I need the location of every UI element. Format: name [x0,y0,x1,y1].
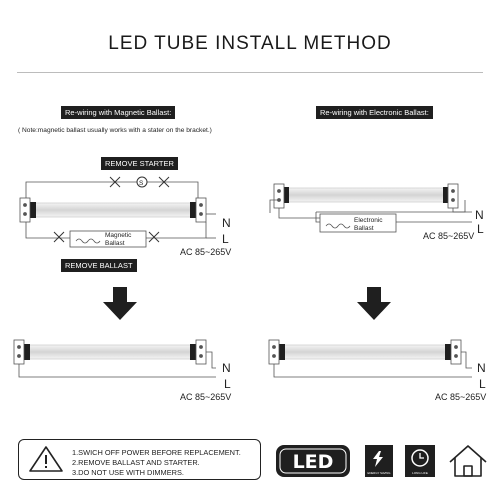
left-header: Re-wiring with Magnetic Ballast: [61,106,175,119]
left-l-after: L [224,377,231,391]
right-header: Re-wiring with Electronic Ballast: [316,106,433,119]
left-ballast-text-2: Ballast [105,240,125,247]
remove-starter-label: REMOVE STARTER [101,157,178,170]
right-l-label: L [477,222,484,236]
left-tube-after [28,345,194,359]
left-down-arrow [103,287,137,320]
right-tube-before [287,188,445,202]
right-n-after: N [477,361,486,375]
left-tube-before [34,203,192,217]
left-ballast-text-1: Magnetic [105,232,132,239]
energy-saving-text: ENERGY SAVING [367,471,391,475]
home-icon [450,446,486,476]
warning-item: 2.REMOVE BALLAST AND STARTER. [72,458,200,467]
left-l-label: L [222,232,229,246]
right-l-after: L [479,377,486,391]
right-n-label: N [475,208,484,222]
left-after-diagram [14,340,216,377]
left-n-label: N [222,216,231,230]
page-title: LED TUBE INSTALL METHOD [108,33,392,54]
right-tube-after [283,345,449,359]
right-ballast-text-1: Electronic [354,217,383,224]
left-note: ( Note:magnetic ballast usually works with a stater on the bracket.) [18,127,212,134]
long-life-text: LONG LIFE [412,471,428,475]
right-down-arrow [357,287,391,320]
starter-letter: S [139,180,144,187]
left-voltage-after: AC 85~265V [180,392,232,402]
left-voltage: AC 85~265V [180,247,232,257]
right-after-diagram [269,340,472,377]
left-n-after: N [222,361,231,375]
right-voltage: AC 85~265V [423,231,475,241]
led-badge-text: LED [292,451,334,473]
right-ballast-text-2: Ballast [354,225,374,232]
warning-item: 3.DO NOT USE WITH DIMMERS. [72,468,184,477]
remove-ballast-label: REMOVE BALLAST [61,259,137,272]
right-voltage-after: AC 85~265V [435,392,487,402]
warning-item: 1.SWICH OFF POWER BEFORE REPLACEMENT. [72,448,241,457]
warning-list [72,448,241,478]
